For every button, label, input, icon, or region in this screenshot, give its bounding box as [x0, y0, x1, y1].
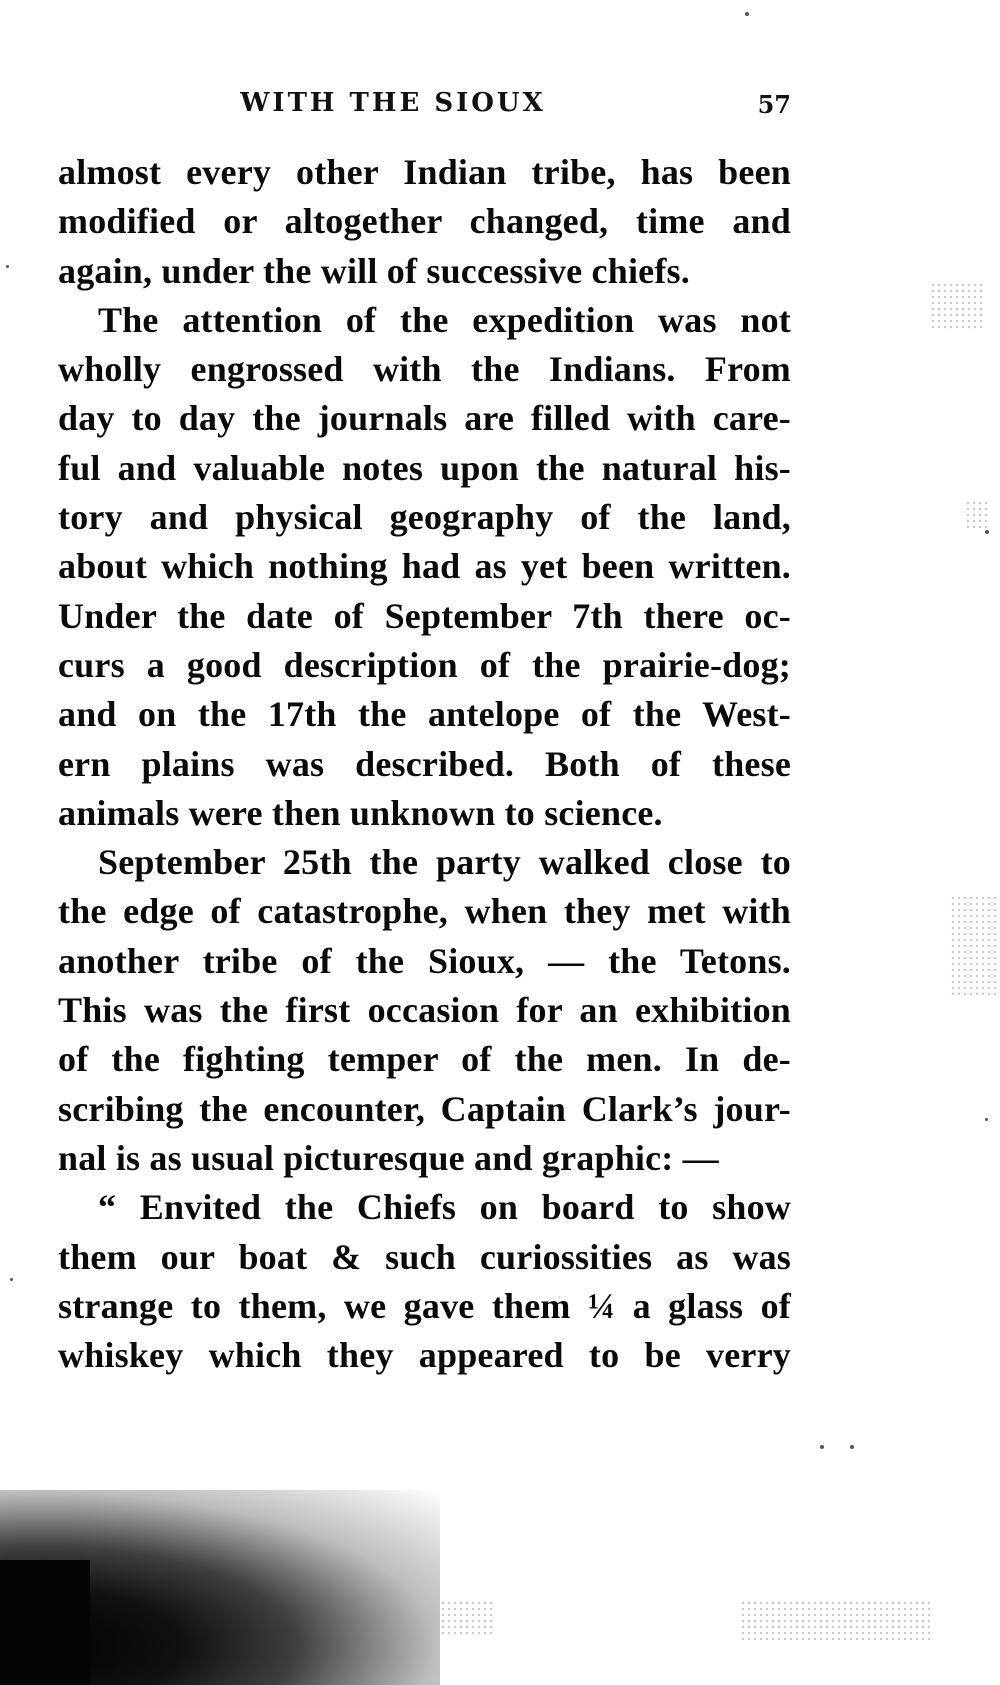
- text-line: them our boat & such curiossities as was: [58, 1236, 791, 1277]
- text-line: tory and physical geography of the land,: [58, 497, 791, 538]
- text-line: The attention of the expedition was not: [98, 299, 791, 340]
- scan-noise-right-2: [965, 500, 990, 530]
- text-line: September 25th the party walked close to: [98, 842, 791, 883]
- speck: [985, 530, 989, 534]
- speck: [6, 265, 9, 268]
- text-line: day to day the journals are filled with care-: [58, 398, 791, 439]
- text-line: nal is as usual picturesque and graphic: —: [58, 1137, 719, 1178]
- text-line: ful and valuable notes upon the natural his-: [58, 447, 791, 488]
- page-header: [58, 88, 791, 128]
- text-line: animals were then unknown to science.: [58, 792, 663, 833]
- text-line: whiskey which they appeared to be verry: [58, 1335, 791, 1376]
- page-number: 57: [757, 90, 791, 119]
- text-line: about which nothing had as yet been written.: [58, 546, 791, 587]
- text-line: wholly engrossed with the Indians. From: [58, 349, 791, 390]
- running-head: WITH THE SIOUX: [240, 88, 546, 118]
- text-line: “ Envited the Chiefs on board to show: [98, 1187, 791, 1228]
- speck: [745, 12, 749, 16]
- scan-noise-right-1: [930, 282, 985, 332]
- scan-blotch-edge: [0, 1560, 90, 1685]
- scan-noise-right-3: [950, 895, 1000, 995]
- body-text: [58, 148, 791, 1380]
- speck: [850, 1445, 854, 1449]
- text-line: Under the date of September 7th there oc-: [58, 595, 791, 636]
- scan-noise-bottom-right: [740, 1600, 930, 1640]
- text-line: of the fighting temper of the men. In de-: [58, 1039, 791, 1080]
- text-line: scribing the encounter, Captain Clark’s jour-: [58, 1088, 791, 1129]
- text-line: curs a good description of the prairie-dog;: [58, 644, 791, 685]
- text-line: ern plains was described. Both of these: [58, 743, 791, 784]
- text-line: again, under the will of successive chiefs.: [58, 250, 690, 291]
- speck: [985, 1118, 988, 1121]
- text-line: strange to them, we gave them ¼ a glass of: [58, 1285, 791, 1326]
- speck: [10, 1278, 13, 1281]
- speck: [820, 1445, 824, 1449]
- text-line: and on the 17th the antelope of the West-: [58, 694, 791, 735]
- text-line: This was the first occasion for an exhibition: [58, 990, 791, 1031]
- text-line: modified or altogether changed, time and: [58, 201, 791, 242]
- text-line: another tribe of the Sioux, — the Tetons.: [58, 940, 791, 981]
- scan-noise-bottom-mid: [440, 1600, 495, 1635]
- text-line: almost every other Indian tribe, has been: [58, 152, 791, 192]
- text-line: the edge of catastrophe, when they met with: [58, 891, 791, 932]
